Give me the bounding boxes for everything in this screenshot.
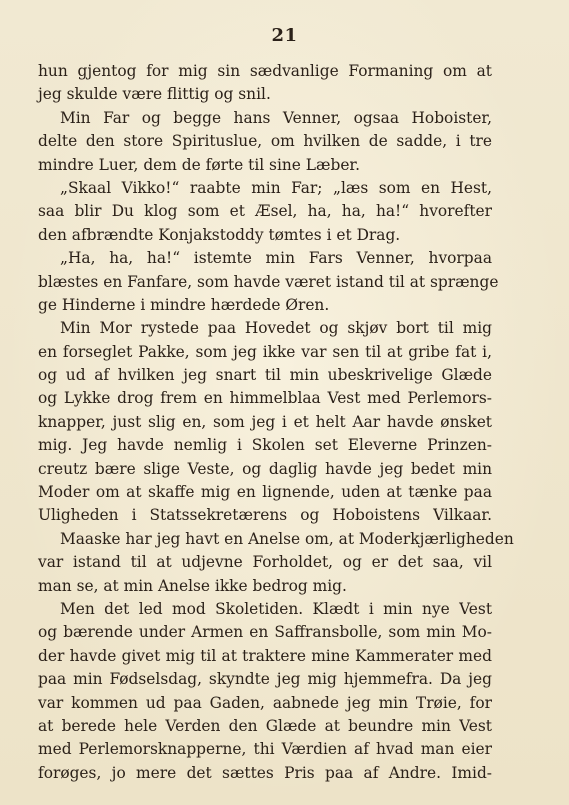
- text-line: „Ha, ha, ha!“ istemte min Fars Venner, hvorpaa: [60, 249, 492, 268]
- page-number: 21: [271, 25, 298, 46]
- text-line: Moder om at skaffe mig en lignende, uden at tænke paa: [38, 483, 492, 502]
- text-line: og ud af hvilken jeg snart til min ubeskrivelige Glæde: [38, 366, 492, 385]
- text-line: at berede hele Verden den Glæde at beundre min Vest: [38, 716, 492, 735]
- text-line: og bærende under Armen en Saffransbolle, som min Mo-: [38, 623, 492, 642]
- text-line: creutz bære slige Veste, og daglig havde jeg bedet min: [38, 459, 492, 478]
- text-line: Men det led mod Skoletiden. Klædt i min nye Vest: [60, 599, 492, 618]
- text-line: der havde givet mig til at traktere mine Kammerater med: [38, 646, 492, 665]
- text-line: var istand til at udjevne Forholdet, og er det saa, vil: [38, 553, 492, 572]
- text-line: var kommen ud paa Gaden, aabnede jeg min Trøie, for: [38, 693, 492, 712]
- text-line: ge Hinderne i mindre hærdede Øren.: [38, 295, 330, 314]
- page-text: [38, 60, 514, 785]
- text-line: man se, at min Anelse ikke bedrog mig.: [38, 576, 347, 595]
- text-line: knapper, just slig en, som jeg i et helt Aar havde ønsket: [38, 412, 492, 431]
- text-line: Min Mor rystede paa Hovedet og skjøv bort til mig: [60, 319, 492, 338]
- text-line: forøges, jo mere det sættes Pris paa af Andre. Imid-: [38, 763, 492, 782]
- text-line: hun gjentog for mig sin sædvanlige Formaning om at: [38, 62, 492, 80]
- text-line: delte den store Spirituslue, om hvilken de sadde, i tre: [38, 132, 492, 151]
- text-line: Min Far og begge hans Venner, ogsaa Hoboister,: [60, 108, 492, 127]
- text-line: og Lykke drog frem en himmelblaa Vest med Perlemors-: [38, 389, 492, 408]
- text-line: paa min Fødselsdag, skyndte jeg mig hjemmefra. Da jeg: [38, 670, 492, 689]
- text-line: den afbrændte Konjakstoddy tømtes i et Drag.: [38, 225, 401, 244]
- text-line: mig. Jeg havde nemlig i Skolen set Eleverne Prinzen-: [38, 436, 492, 455]
- text-line: jeg skulde være flittig og snil.: [38, 85, 271, 104]
- text-line: „Skaal Vikko!“ raabte min Far; „læs som en Hest,: [60, 178, 492, 197]
- text-line: med Perlemorsknapperne, thi Værdien af hvad man eier: [38, 740, 492, 759]
- text-line: Maaske har jeg havt en Anelse om, at Moderkjærligheden: [60, 529, 514, 548]
- text-line: saa blir Du klog som et Æsel, ha, ha, ha!“ hvorefter: [38, 202, 492, 221]
- text-line: mindre Luer, dem de førte til sine Læber.: [38, 155, 360, 174]
- text-line: Uligheden i Statssekretærens og Hoboistens Vilkaar.: [38, 506, 492, 525]
- text-line: blæstes en Fanfare, som havde været istand til at sprænge: [38, 272, 499, 291]
- text-line: en forseglet Pakke, som jeg ikke var sen til at gribe fat i,: [38, 342, 492, 361]
